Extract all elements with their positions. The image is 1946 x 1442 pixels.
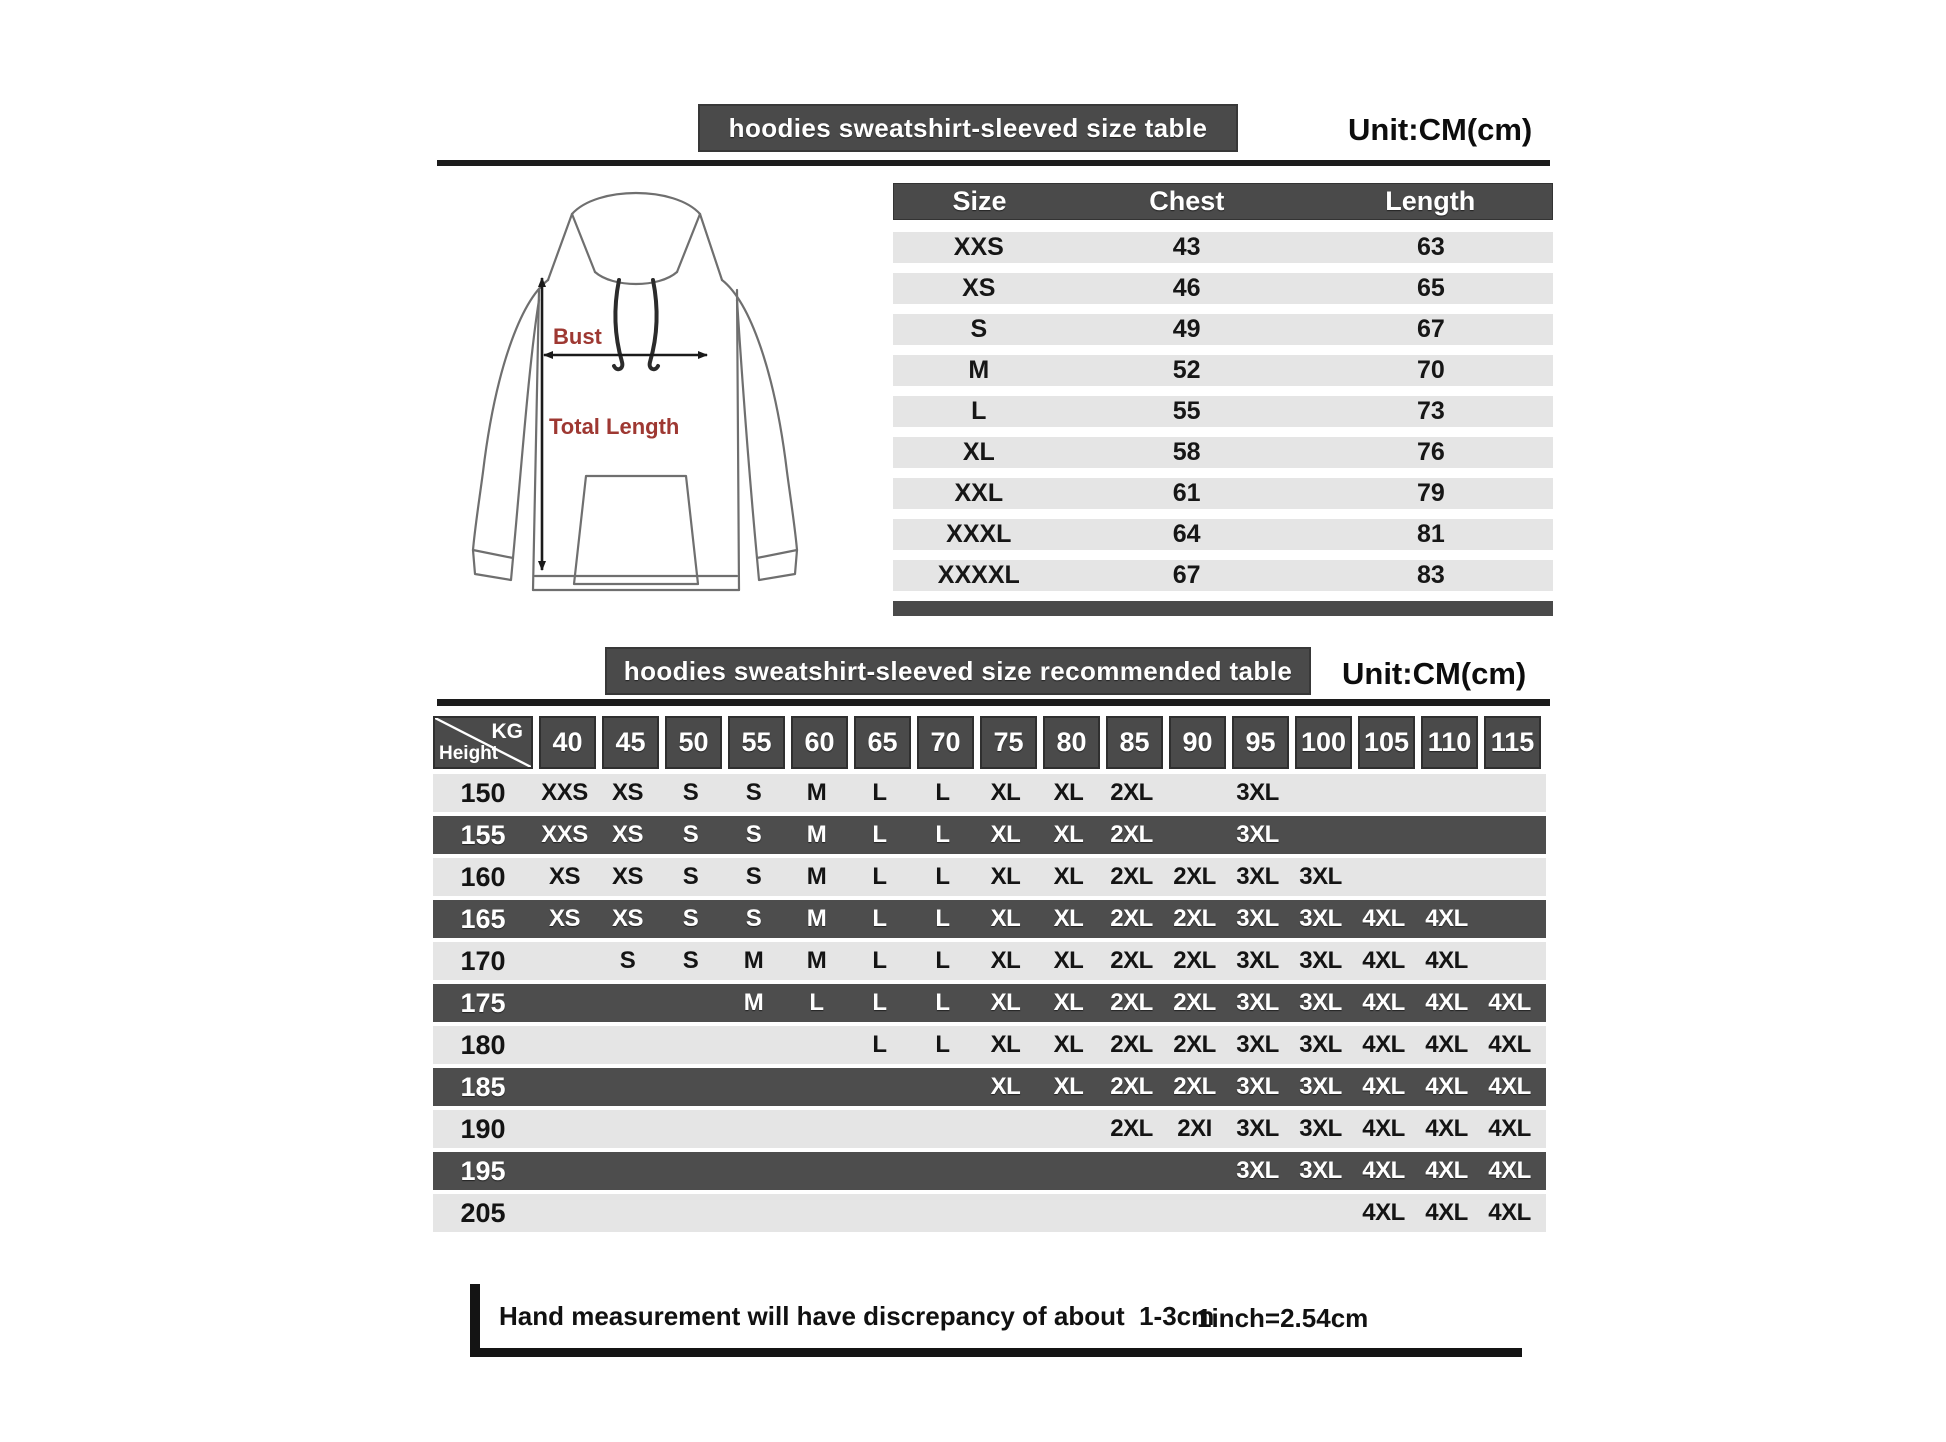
footer-bottom-line	[470, 1348, 1522, 1357]
size-recommendation-cell: 3XL	[1236, 821, 1279, 848]
size-recommendation-cell: L	[935, 1031, 950, 1058]
length-value-cell: 70	[1416, 356, 1445, 384]
size-recommendation-cell: XS	[611, 863, 643, 890]
bust-label: Bust	[553, 324, 602, 349]
top-divider-line	[437, 160, 1550, 166]
size-recommendation-cell: 3XL	[1236, 1157, 1279, 1184]
size-recommendation-cell: S	[745, 863, 762, 890]
size-recommendation-cell: 4XL	[1362, 905, 1405, 932]
size-table-title: hoodies sweatshirt-sleeved size table	[728, 112, 1208, 143]
size-recommendation-cell: L	[935, 989, 950, 1016]
size-recommendation-cell: XL	[990, 863, 1021, 890]
height-value-cell: 160	[460, 861, 506, 892]
size-recommendation-cell: 4XL	[1425, 1157, 1468, 1184]
recommended-table-rows	[433, 774, 1546, 1232]
size-value-cell: XXXXL	[937, 561, 1020, 589]
size-recommendation-cell: 3XL	[1299, 863, 1342, 890]
size-recommendation-cell: 4XL	[1425, 1073, 1468, 1100]
chest-value-cell: 58	[1172, 438, 1201, 466]
size-recommendation-cell: 2XL	[1173, 947, 1216, 974]
size-recommendation-cell: 2XL	[1110, 1115, 1153, 1142]
size-recommendation-cell: 2XL	[1173, 905, 1216, 932]
size-recommendation-cell: 4XL	[1488, 1073, 1531, 1100]
size-table-header-cell: Chest	[1149, 186, 1225, 216]
size-recommendation-cell: XL	[1053, 947, 1084, 974]
middle-divider-line	[437, 699, 1550, 706]
weight-header-cell: 40	[539, 716, 596, 769]
size-recommendation-cell: 4XL	[1425, 1031, 1468, 1058]
length-value-cell: 79	[1416, 479, 1445, 507]
chest-value-cell: 64	[1172, 520, 1201, 548]
weight-header-cell: 50	[665, 716, 722, 769]
size-recommendation-cell: 4XL	[1425, 989, 1468, 1016]
size-table-row	[893, 273, 1553, 304]
size-recommendation-cell: M	[806, 905, 827, 932]
weight-header-cell: 100	[1295, 716, 1352, 769]
size-recommendation-cell: 2XL	[1173, 1031, 1216, 1058]
size-value-cell: XXXL	[946, 520, 1012, 548]
collar-curve	[595, 272, 677, 284]
size-recommendation-cell: 2XL	[1110, 989, 1153, 1016]
size-recommendation-cell: 3XL	[1299, 989, 1342, 1016]
height-value-cell: 185	[460, 1071, 506, 1102]
size-recommendation-cell: M	[806, 821, 827, 848]
size-recommendation-cell: L	[935, 905, 950, 932]
weight-header-cell: 90	[1169, 716, 1226, 769]
left-cuff	[473, 550, 513, 580]
hood-outline	[548, 193, 722, 280]
size-value-cell: XXL	[954, 479, 1004, 507]
size-recommendation-cell: 4XL	[1488, 1115, 1531, 1142]
size-recommendation-cell: L	[935, 779, 950, 806]
chest-value-cell: 46	[1172, 274, 1201, 302]
size-recommendation-cell: XS	[548, 905, 580, 932]
recommended-table	[433, 716, 1546, 1236]
size-recommendation-cell: M	[743, 989, 764, 1016]
size-recommendation-cell: 2XL	[1110, 1073, 1153, 1100]
chest-value-cell: 55	[1172, 397, 1201, 425]
recommended-table-row	[433, 942, 1546, 980]
recommended-table-title-bar	[605, 647, 1311, 695]
size-recommendation-cell: S	[682, 863, 699, 890]
weight-header-cell: 85	[1106, 716, 1163, 769]
size-table-header	[893, 183, 1553, 220]
kg-height-corner-cell	[433, 716, 533, 769]
size-recommendation-cell: S	[745, 821, 762, 848]
length-value-cell: 81	[1416, 520, 1445, 548]
size-recommendation-cell: L	[872, 779, 887, 806]
size-recommendation-cell: XL	[1053, 989, 1084, 1016]
recommended-table-row	[433, 816, 1546, 854]
right-sleeve-outer	[722, 280, 797, 550]
height-value-cell: 155	[460, 819, 506, 850]
height-value-cell: 150	[460, 777, 506, 808]
recommended-table-row	[433, 1194, 1546, 1232]
size-value-cell: M	[968, 356, 990, 384]
length-value-cell: 76	[1416, 438, 1445, 466]
size-recommendation-cell: S	[682, 947, 699, 974]
chest-value-cell: 52	[1172, 356, 1201, 384]
footer-left-bar	[470, 1284, 480, 1357]
size-recommendation-cell: 2XL	[1110, 905, 1153, 932]
size-value-cell: L	[971, 397, 987, 425]
weight-header-cell: 110	[1421, 716, 1478, 769]
size-recommendation-cell: 4XL	[1362, 1157, 1405, 1184]
size-recommendation-cell: 2XL	[1173, 863, 1216, 890]
size-recommendation-cell: 4XL	[1488, 1199, 1531, 1226]
size-recommendation-cell: 4XL	[1488, 1157, 1531, 1184]
length-value-cell: 63	[1416, 233, 1445, 261]
size-recommendation-cell: 4XL	[1488, 989, 1531, 1016]
height-value-cell: 175	[460, 987, 506, 1018]
size-table-header-cell: Length	[1385, 186, 1476, 216]
size-recommendation-cell: L	[809, 989, 824, 1016]
size-recommendation-cell: XL	[990, 821, 1021, 848]
size-recommendation-cell: S	[682, 779, 699, 806]
size-recommendation-cell: 2XL	[1110, 779, 1153, 806]
size-table-row	[893, 355, 1553, 386]
size-recommendation-cell: 3XL	[1236, 1115, 1279, 1142]
right-sleeve-inner	[737, 300, 757, 558]
recommended-table-row	[433, 900, 1546, 938]
size-recommendation-cell: XL	[1053, 821, 1084, 848]
size-recommendation-cell: 3XL	[1299, 947, 1342, 974]
size-recommendation-cell: 3XL	[1236, 863, 1279, 890]
size-recommendation-cell: 4XL	[1362, 1115, 1405, 1142]
measurement-annotations	[542, 278, 707, 570]
size-recommendation-cell: XXS	[541, 821, 588, 848]
kangaroo-pocket	[574, 476, 698, 584]
size-recommendation-cell: 4XL	[1362, 989, 1405, 1016]
size-recommendation-cell: S	[682, 905, 699, 932]
size-recommendation-cell: 2XL	[1173, 989, 1216, 1016]
size-table-rows	[893, 232, 1553, 591]
size-recommendation-cell: 3XL	[1236, 947, 1279, 974]
size-recommendation-cell: XS	[548, 863, 580, 890]
size-recommendation-cell: 4XL	[1425, 1199, 1468, 1226]
size-recommendation-cell: XXS	[541, 779, 588, 806]
size-recommendation-cell: S	[619, 947, 636, 974]
unit-label-bottom: Unit:CM(cm)	[1342, 656, 1527, 691]
length-value-cell: 73	[1416, 397, 1445, 425]
size-table-row	[893, 232, 1553, 263]
kg-corner-label: KG	[491, 720, 523, 743]
size-recommendation-cell: L	[872, 863, 887, 890]
size-recommendation-cell: M	[806, 779, 827, 806]
recommended-table-title: hoodies sweatshirt-sleeved size recommended table	[623, 655, 1293, 686]
height-value-cell: 165	[460, 903, 506, 934]
weight-header-cell: 95	[1232, 716, 1289, 769]
size-recommendation-cell: L	[872, 821, 887, 848]
measurement-discrepancy-note: Hand measurement will have discrepancy of about 1-3cm	[499, 1301, 1215, 1331]
size-recommendation-cell: XL	[990, 1073, 1021, 1100]
unit-label-top: Unit:CM(cm)	[1348, 112, 1533, 147]
chest-value-cell: 49	[1172, 315, 1201, 343]
weight-header-row	[533, 716, 1541, 769]
size-recommendation-cell: 3XL	[1236, 1073, 1279, 1100]
size-table-row	[893, 478, 1553, 509]
size-recommendation-cell: L	[935, 863, 950, 890]
height-corner-label: Height	[439, 743, 499, 764]
size-recommendation-cell: L	[872, 947, 887, 974]
size-recommendation-cell: 2XL	[1110, 947, 1153, 974]
recommended-table-header	[433, 716, 1546, 769]
recommended-table-row	[433, 1026, 1546, 1064]
chest-value-cell: 61	[1172, 479, 1201, 507]
size-recommendation-cell: 3XL	[1236, 1031, 1279, 1058]
size-value-cell: XXS	[953, 233, 1004, 261]
size-recommendation-cell: 2XL	[1110, 863, 1153, 890]
size-recommendation-cell: XL	[1053, 905, 1084, 932]
size-recommendation-cell: 4XL	[1362, 1073, 1405, 1100]
size-recommendation-cell: L	[872, 1031, 887, 1058]
height-value-cell: 170	[460, 945, 506, 976]
size-recommendation-cell: 3XL	[1299, 905, 1342, 932]
size-recommendation-cell: XL	[1053, 1031, 1084, 1058]
size-recommendation-cell: 2XL	[1110, 1031, 1153, 1058]
size-table-row	[893, 437, 1553, 468]
size-table-row	[893, 396, 1553, 427]
weight-header-cell: 55	[728, 716, 785, 769]
size-recommendation-cell: XL	[990, 905, 1021, 932]
weight-header-cell: 65	[854, 716, 911, 769]
inch-conversion-note: 1inch=2.54cm	[1197, 1303, 1369, 1333]
size-recommendation-cell: XL	[1053, 863, 1084, 890]
size-recommendation-cell: 3XL	[1299, 1157, 1342, 1184]
weight-header-cell: 75	[980, 716, 1037, 769]
weight-header-cell: 70	[917, 716, 974, 769]
size-recommendation-cell: M	[806, 947, 827, 974]
size-recommendation-cell: L	[935, 821, 950, 848]
weight-header-cell: 105	[1358, 716, 1415, 769]
size-recommendation-cell: XS	[611, 821, 643, 848]
weight-header-cell: 80	[1043, 716, 1100, 769]
size-recommendation-cell: XL	[1053, 779, 1084, 806]
hoodie-outline	[473, 193, 797, 590]
length-value-cell: 65	[1416, 274, 1445, 302]
size-recommendation-cell: M	[806, 863, 827, 890]
size-table-row	[893, 560, 1553, 591]
size-recommendation-cell: XS	[611, 779, 643, 806]
size-recommendation-cell: 3XL	[1299, 1115, 1342, 1142]
size-value-cell: XS	[962, 274, 996, 302]
size-recommendation-cell: XL	[1053, 1073, 1084, 1100]
size-recommendation-cell: S	[745, 779, 762, 806]
recommended-table-row	[433, 1068, 1546, 1106]
height-value-cell: 205	[460, 1197, 506, 1228]
total-length-label: Total Length	[549, 414, 680, 439]
hood-inner-seams	[572, 214, 700, 272]
hoodie-measurement-diagram	[445, 172, 825, 612]
size-recommendation-cell: 3XL	[1236, 989, 1279, 1016]
size-table-title-bar	[698, 104, 1238, 152]
size-table-footer-bar	[893, 601, 1553, 616]
size-recommendation-cell: 3XL	[1236, 905, 1279, 932]
size-value-cell: XL	[962, 438, 995, 466]
size-recommendation-cell: 3XL	[1299, 1073, 1342, 1100]
chest-value-cell: 67	[1172, 561, 1201, 589]
size-recommendation-cell: 4XL	[1425, 905, 1468, 932]
size-recommendation-cell: 4XL	[1362, 1199, 1405, 1226]
size-recommendation-cell: XL	[990, 779, 1021, 806]
size-recommendation-cell: 2XL	[1173, 1073, 1216, 1100]
size-recommendation-cell: L	[935, 947, 950, 974]
recommended-table-row	[433, 1152, 1546, 1190]
recommended-table-row	[433, 1110, 1546, 1148]
size-table-row	[893, 519, 1553, 550]
size-recommendation-cell: L	[872, 989, 887, 1016]
height-value-cell: 180	[460, 1029, 506, 1060]
size-recommendation-cell: XL	[990, 989, 1021, 1016]
right-cuff	[757, 550, 797, 580]
length-value-cell: 67	[1416, 315, 1445, 343]
size-recommendation-cell: 3XL	[1236, 779, 1279, 806]
size-recommendation-cell: 3XL	[1299, 1031, 1342, 1058]
size-table-row	[893, 314, 1553, 345]
height-value-cell: 190	[460, 1113, 506, 1144]
chest-value-cell: 43	[1172, 233, 1201, 261]
size-recommendation-cell: 4XL	[1362, 1031, 1405, 1058]
height-value-cell: 195	[460, 1155, 506, 1186]
recommended-table-row	[433, 984, 1546, 1022]
length-value-cell: 83	[1416, 561, 1445, 589]
size-value-cell: S	[970, 315, 988, 343]
size-recommendation-cell: 4XL	[1488, 1031, 1531, 1058]
size-recommendation-cell: 2XI	[1177, 1115, 1212, 1142]
size-table	[893, 183, 1553, 616]
size-recommendation-cell: 4XL	[1425, 1115, 1468, 1142]
recommended-table-row	[433, 774, 1546, 812]
size-table-header-cell: Size	[952, 186, 1007, 216]
size-recommendation-cell: 4XL	[1425, 947, 1468, 974]
size-recommendation-cell: L	[872, 905, 887, 932]
size-recommendation-cell: S	[682, 821, 699, 848]
weight-header-cell: 45	[602, 716, 659, 769]
weight-header-cell: 115	[1484, 716, 1541, 769]
size-recommendation-cell: XL	[990, 1031, 1021, 1058]
weight-header-cell: 60	[791, 716, 848, 769]
recommended-table-row	[433, 858, 1546, 896]
size-recommendation-cell: S	[745, 905, 762, 932]
size-recommendation-cell: 4XL	[1362, 947, 1405, 974]
size-recommendation-cell: XL	[990, 947, 1021, 974]
size-recommendation-cell: M	[743, 947, 764, 974]
size-recommendation-cell: 2XL	[1110, 821, 1153, 848]
size-recommendation-cell: XS	[611, 905, 643, 932]
